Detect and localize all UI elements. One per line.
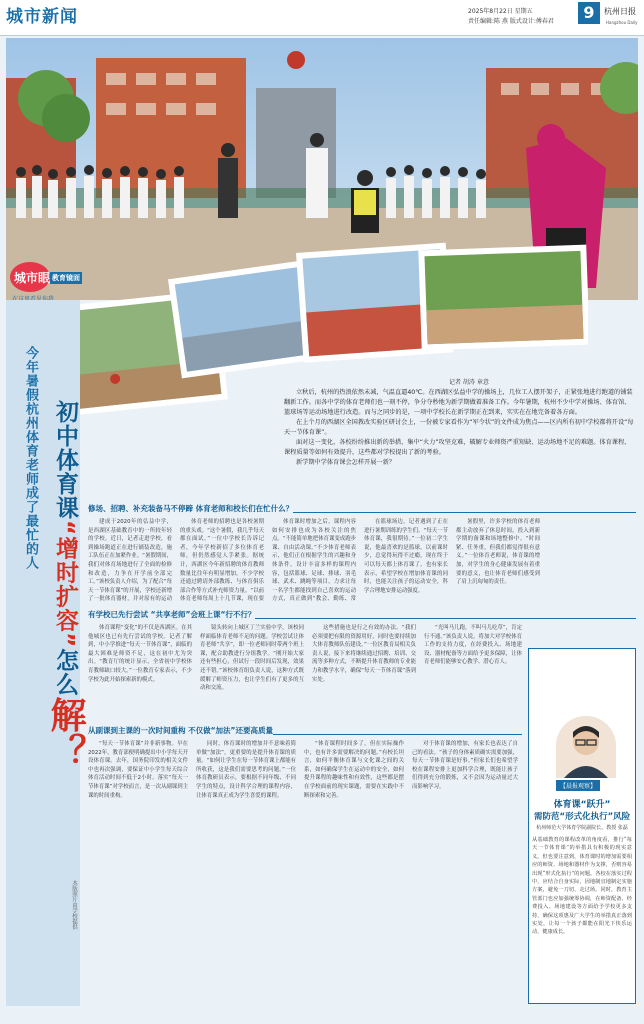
headline-line3: 怎么 (52, 648, 78, 697)
editor-line: 责任编辑:陈 燕 版式设计:傅春君 (468, 18, 554, 25)
paper-name-en: Hangzhou Daily (606, 20, 638, 25)
headline (32, 400, 86, 850)
headline-emph: 解 (45, 696, 86, 734)
lead-paragraph (284, 388, 634, 468)
section2-heading: 有学校已先行尝试 “共享老师”会班上课“行不行？ (88, 610, 256, 619)
subdeck: 今年暑假杭州体育老师成了最忙的人 (23, 346, 38, 570)
section3-col4: 对于体育课的增加，有家长也表达了自己的看法。“孩子的身体素质确实需要加强，每天一节体育课是好事。”但家长们也希望学校在课程安排上更加科学合理，既能让孩子们得到充分的锻炼，又不会因为运动量过大而影响学习。 (412, 741, 518, 790)
section3-col1: “每天一节体育课”并非新事物。早在2022年，教育部便明确提出中小学每天开设体育课。去年，国务院印发的相关文件中也再次强调，要保证中小学生每天综合体育活动时间不低于2小时。落实“每天一节体育课”对学校而言，是一次从副课到主课的时间重构。 (88, 741, 188, 799)
photo-source: 本版照片由学校提供 (71, 880, 77, 930)
section1-col3: 体育课时增加之后，课程内容如何安排也成为各校关注的焦点。“不能简单地把体育课变成跑步课、自由活动课。”不少体育老师表示，他们正在根据学生的兴趣和身体条件，设计丰富多样的课程内容，包括篮球、足球、排球、羽毛球、武术、跳绳等项目，力求让每一名学生都能找到自己喜欢的运动方式，真正做到“教会、勤练、常 (272, 519, 356, 602)
photo-credit: 记者 胡涛 章意 (449, 379, 489, 386)
section1-col2: 体育老师的招聘也是各校暑期的重头戏。“这个暑假，我几乎每天都在面试。”一位中学校长告诉记者，今年学校新招了多位体育老师，但仍然感觉人手紧张。据统计，西湖区今年新招聘的体育教师数量比往年有明显增加，不少学校还通过聘请外部教练、与体育俱乐部合作等方式补充师资力量。“以前体育老师每周上十几节课，现在要 (180, 519, 264, 602)
section3-col2: 同时，体育课时的增加并不意味着简单做“加法”，更重要的是提升体育课的质量。“如何让学生在每一节体育课上都能有所收获，这是我们需要思考的问题。”一位体育教研员表示，要根据不同年级、不同学生的特点，设计科学合理的课程内容，让体育课真正成为学生喜爱的课程。 (196, 741, 296, 799)
section2-col3: 这些措施也是行之有效的办法。“我们必须要把有限的资源用好，同时也要持续加大体育教师队伍建设。”一位区教育局相关负责人说，接下来将继续通过招聘、培训、交流等多种方式，不断提升体育教师的专业能力和教学水平，确保“每天一节体育课”落到实处。 (312, 625, 416, 683)
commentary-title-1: 体育课“跃升” (553, 800, 611, 810)
section1-col4: 在篮球场边，记者遇到了正在进行暑期训练的学生们。“每天一节体育课，我很期待。”一位初二学生说，他最喜欢的是篮球，以前课时少，总觉得玩得不过瘾，现在终于可以每天都上体育课了。也有家长表示，希望学校在增加体育课的同时，也能关注孩子的运动安全，科学合理地安排运动强度。 (364, 519, 448, 594)
kicker-logo: 城市眼 (14, 271, 51, 285)
headline-question: ？ (45, 733, 86, 771)
commentary-body: 从基础教育的课程改革的角度看，推行“每天一节体育课”的举措具有积极的现实意义。但也要注意到，体育课时的增加需要相应的师资、场地和器材作为支撑，否则容易出现“形式化执行”的问题。各校在落实过程中，应结合自身实际，因地制宜地制定实施方案，避免一刀切、走过场。同时，教育主管部门也应加强统筹协调，在师资配备、经费投入、场地建设等方面给予学校更多支持，确保这项惠及广大学生的举措真正落到实处，让每一个孩子都能在阳光下快乐运动、健康成长。 (532, 837, 632, 936)
kicker-tag: 教育镜面 (52, 274, 80, 282)
commentary-tag: 【晨报观察】 (556, 780, 600, 791)
section2-col4: “光叫马儿跑，不叫马儿吃草”，肯定行不通。”该负责人说，将加大对学校体育工作的支持力度，在经费投入、场地建设、器材配备等方面给予更多保障，让体育老师们能够安心教学、潜心育人。 (424, 625, 522, 666)
section-title: 城市新闻 (6, 7, 78, 27)
section1-col5: 暑假里，许多学校的体育老师都主动放弃了休息时间，投入到新学期的备课和场地整修中。“时间紧、任务重，但我们都觉得很有意义。”一位体育老师说，体育课的增加，对学生的身心健康发展有着重要的意义，也让体育老师们感受到了肩上沉甸甸的责任。 (456, 519, 540, 586)
lead-p1: 立秋后，杭州的热浪依然未减，气温直逼40℃。在西湖区弘益中学的操场上，几位工人摆开架子，正紧张地进行跑道的铺装翻新工作。而各中学的体育老师们也一刻不停，争分夺秒地为新学期做着准备工作。今年暑期，杭州不少中学对操场、体育馆、篮球场等运动场地进行改造。而与之同步的是，一项中学校长在新学期正在到来，实实在在地完备着各方面。 (284, 389, 633, 416)
lead-p2: 在上个月的西湖区全国教改实验区研讨会上，一份被专家看作为“军令状”的文件成为焦点——区内所有初中学校都将开设“每天一节体育课”。 (284, 419, 634, 436)
section2-col2: 镜头转向上城区丁兰实验中学，该校同样面临体育老师不足的问题。学校尝试让体育老师“共享”，即一位老师同时带两个班上课，配合助教进行分组教学。“刚开始大家还有些担心，但试行一段时间后发现，效果还不错。”该校体育组负责人说，这种方式既缓解了师资压力，也让学生们有了更多的互动和交流。 (200, 625, 304, 692)
section1-heading: 修场、招聘、补充装备马不停蹄 体育老师和校长们在忙什么？ (88, 504, 294, 513)
date-line: 2025年8月22日 星期五 (468, 8, 533, 15)
commentary-title-2: 需防范“形式化执行”风险 (534, 812, 631, 822)
commentator-portrait (556, 716, 616, 778)
section3-col3: “体育课程时间多了，但在实际操作中，也有许多需要解决的问题。”有校长坦言，如何平衡体育课与文化课之间的关系，如何确保学生在运动中的安全，如何提升课程的趣味性和有效性，这些都是摆在学校面前的现实课题，需要在实践中不断探索和完善。 (304, 741, 404, 799)
section1-col1: 建成于2020年的弘益中学，是西湖区基础教育中的一所较年轻的学校。近日，记者走进学校，看到操场跑道正在进行铺装改造，施工队伍正在加紧作业。“暑假期间，我们对体育场地进行了全面的检修和改造，力争在开学前全部完工。”该校负责人介绍，为了配合“每天一节体育课”的开展，学校还新增了一批体育器材，并对原有的运动 (88, 519, 172, 602)
section2-col1: 体育课程“变化”的不仅是西湖区。在其他城区也已有先行尝试的学校。记者了解到，中小学推进“每天一节体育课”，面临的最大困难是师资不足，这在初中尤为突出。“教育厅的统计显示，全省初中学校体育教师缺口较大。”一位教育专家表示，不少学校为此开始探索新的模式。 (88, 625, 192, 683)
paper-name: 杭州日报 (604, 7, 636, 16)
lead-p3: 面对这一变化，各校纷纷推出新的举措，集中“火力”攻坚克难，破解专业师资严重短缺、运动场地不足的难题。体育课程、课程质量等如何有效提升，这些都对学校提出了新的考验。 (284, 439, 631, 456)
page-number: 9 (578, 2, 600, 24)
commentary-byline: 杭州师范大学体育学院副院长、教授 张磊 (536, 825, 628, 831)
headline-line2: “增时扩容” (52, 520, 78, 649)
lead-p4: 新学期中学体育课会怎样开展一新？ (296, 459, 395, 466)
headline-line1: 初中体育课 (52, 400, 78, 520)
section3-heading: 从副课到主课的一次时间重构 不仅做“加法”还要高质量 (88, 726, 273, 735)
